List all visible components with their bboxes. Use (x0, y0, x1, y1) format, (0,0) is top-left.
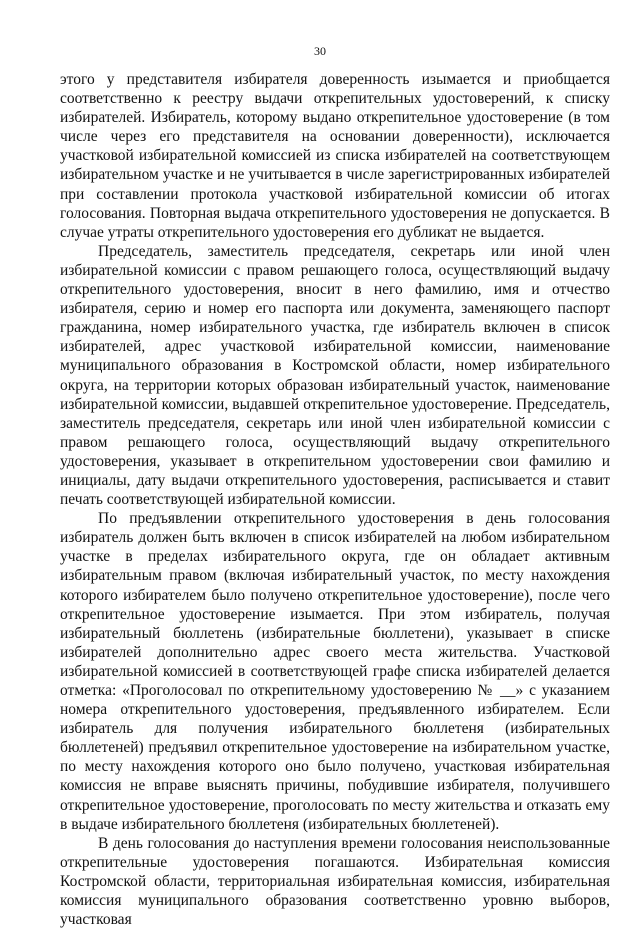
paragraph: Председатель, заместитель председателя, секретарь или иной член избирательной комиссии с правом решающего голоса, осуществляющий выдачу открепительного удостоверения, вносит в него фамилию, имя и отчество избирателя, серию и номер его паспорта или документа, заменяющего паспорт гражданина, номер избирательного участка, где избиратель включен в список избирателей, адрес участковой избирательной комиссии, наименование муниципального образования в Костромской области, номер избирательного округа, на территории которых образован избирательный участок, наименование избирательной комиссии, выдавшей открепительное удостоверение. Председатель, заместитель председателя, секретарь или иной член избирательной комиссии с правом решающего голоса, осуществляющий выдачу открепительного удостоверения, указывает в открепительном удостоверении свои фамилию и инициалы, дату выдачи открепительного удостоверения, расписывается и ставит печать соответствующей избирательной комиссии. (60, 242, 610, 509)
body-text (60, 70, 610, 929)
page-number: 30 (314, 44, 326, 58)
paragraph: В день голосования до наступления времени голосования неиспользованные открепительные удостоверения погашаются. Избирательная комиссия Костромской области, территориальная избирательная комиссия, избирательная комиссия муниципального образования соответственно уровню выборов, участковая (60, 834, 610, 929)
paragraph: По предъявлении открепительного удостоверения в день голосования избиратель должен быть включен в список избирателей на любом избирательном участке в пределах избирательного округа, где он обладает активным избирательным правом (включая избирательный участок, по месту нахождения которого избирателем было получено открепительное удостоверение), после чего открепительное удостоверение изымается. При этом избиратель, получая избирательный бюллетень (избирательные бюллетени), указывает в списке избирателей дополнительно адрес своего места жительства. Участковой избирательной комиссией в соответствующей графе списка избирателей делается отметка: «Проголосовал по открепительному удостоверению № __» с указанием номера открепительного удостоверения, предъявленного избирателем. Если избиратель для получения избирательного бюллетеня (избирательных бюллетеней) предъявил открепительное удостоверение на избирательном участке, по месту нахождения которого оно было получено, участковая избирательная комиссия не вправе выяснять причины, побудившие избирателя, получившего открепительное удостоверение, проголосовать по месту жительства и отказать ему в выдаче избирательного бюллетеня (избирательных бюллетеней). (60, 510, 610, 833)
paragraph: этого у представителя избирателя доверенность изымается и приобщается соответственно к реестру выдачи открепительных удостоверений, к списку избирателей. Избиратель, которому выдано открепительное удостоверение (в том числе через его представителя на основании доверенности), исключается участковой избирательной комиссией из списка избирателей на соответствующем избирательном участке и не учитывается в числе зарегистрированных избирателей при составлении протокола участковой избирательной комиссии об итогах голосования. Повторная выдача открепительного удостоверения не допускается. В случае утраты открепительного удостоверения его дубликат не выдается. (60, 71, 610, 241)
